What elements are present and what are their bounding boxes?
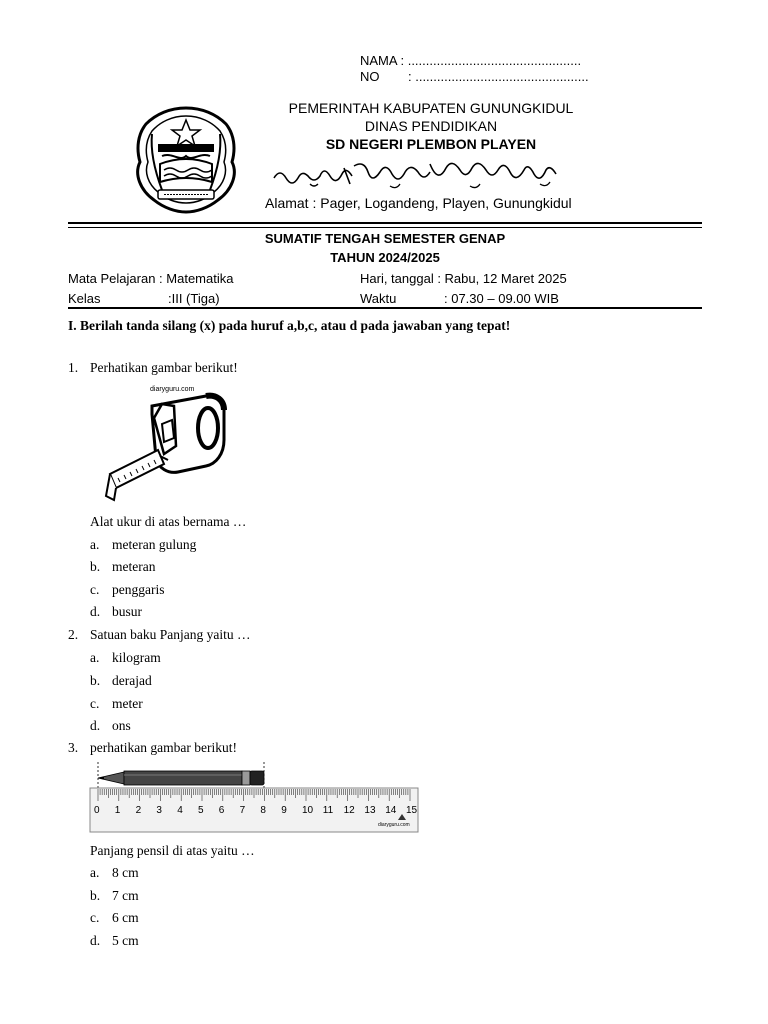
- instruction: I. Berilah tanda silang (x) pada huruf a,b,c, atau d pada jawaban yang tepat!: [68, 318, 511, 333]
- ruler-number: 14: [385, 805, 397, 816]
- q3-option-c[interactable]: [90, 910, 139, 926]
- school-address: Alamat : Pager, Logandeng, Playen, Gunungkidul: [265, 195, 572, 211]
- q3-option-d[interactable]: [90, 933, 139, 949]
- option-letter: b.: [90, 888, 101, 903]
- exam-title: SUMATIF TENGAH SEMESTER GENAP: [264, 231, 506, 246]
- q2-option-c[interactable]: [90, 696, 143, 712]
- exam-time: [360, 291, 559, 306]
- header-line2: DINAS PENDIDIKAN: [364, 118, 498, 134]
- ruler-number: 7: [239, 805, 246, 816]
- option-letter: a.: [90, 865, 100, 880]
- question-text: Satuan baku Panjang yaitu …: [90, 627, 251, 642]
- q2-option-a[interactable]: [90, 650, 161, 666]
- name-field: [360, 53, 581, 68]
- no-field: [360, 69, 589, 84]
- option-text: derajad: [112, 673, 152, 688]
- option-text: meter: [112, 696, 143, 711]
- option-text: 6 cm: [112, 910, 139, 925]
- q3-option-b[interactable]: [90, 888, 139, 904]
- option-letter: c.: [90, 582, 100, 597]
- ruler-number: 5: [198, 805, 204, 816]
- option-letter: c.: [90, 910, 100, 925]
- question-1: [68, 360, 238, 376]
- ruler-number: 9: [281, 805, 287, 816]
- ruler-number: 12: [343, 805, 355, 816]
- option-letter: b.: [90, 673, 101, 688]
- question-number: 3.: [68, 740, 79, 755]
- option-text: ons: [112, 718, 131, 733]
- ruler-number: 2: [135, 805, 142, 816]
- question-1-prompt: Alat ukur di atas bernama …: [90, 514, 247, 529]
- info-divider: [68, 307, 702, 309]
- ruler-number: 0: [94, 805, 100, 816]
- class-value: :III (Tiga): [168, 291, 220, 306]
- q2-option-d[interactable]: [90, 718, 131, 734]
- exam-class: [68, 291, 220, 306]
- option-text: 7 cm: [112, 888, 139, 903]
- q1-option-a[interactable]: [90, 537, 196, 553]
- question-2: [68, 627, 250, 643]
- ruler-number: 8: [260, 805, 266, 816]
- ruler-number: 10: [302, 805, 314, 816]
- option-text: busur: [112, 604, 142, 619]
- header-line1: PEMERINTAH KABUPATEN GUNUNGKIDUL: [288, 100, 574, 116]
- q3-option-a[interactable]: [90, 865, 139, 881]
- class-label: Kelas: [68, 291, 101, 306]
- q1-option-c[interactable]: [90, 582, 164, 598]
- ruler-number: 6: [218, 805, 225, 816]
- option-text: kilogram: [112, 650, 161, 665]
- option-letter: b.: [90, 559, 101, 574]
- option-letter: d.: [90, 604, 101, 619]
- no-dots: : ................................................: [408, 69, 589, 84]
- ruler-number: 4: [177, 805, 183, 816]
- name-label: NAMA :: [360, 53, 405, 68]
- no-label: NO: [360, 69, 380, 84]
- name-dots: ................................................: [407, 53, 582, 68]
- option-letter: a.: [90, 650, 100, 665]
- image-caption: diaryguru.com: [150, 386, 195, 393]
- question-number: 2.: [68, 627, 79, 642]
- question-3-prompt: Panjang pensil di atas yaitu …: [90, 843, 255, 858]
- header-divider-thick: [68, 222, 702, 224]
- option-text: penggaris: [112, 582, 165, 597]
- gunungkidul-seal-logo: [132, 104, 240, 214]
- ruler-caption: diaryguru.com: [378, 822, 410, 828]
- ruler-number: 11: [322, 805, 334, 816]
- pencil-ruler-image: [88, 762, 422, 834]
- time-label: Waktu: [360, 291, 397, 306]
- question-text: perhatikan gambar berikut!: [90, 740, 237, 755]
- tape-measure-image: [88, 384, 254, 506]
- javanese-script-image: [270, 158, 566, 192]
- option-letter: a.: [90, 537, 100, 552]
- ruler-number: 15: [406, 805, 418, 816]
- exam-date: Hari, tanggal : Rabu, 12 Maret 2025: [360, 271, 567, 286]
- exam-year: TAHUN 2024/2025: [330, 250, 440, 265]
- option-text: meteran gulung: [112, 537, 197, 552]
- q1-option-d[interactable]: [90, 604, 142, 620]
- question-text: Perhatikan gambar berikut!: [90, 360, 238, 375]
- school-name: SD NEGERI PLEMBON PLAYEN: [325, 136, 537, 152]
- q1-option-b[interactable]: [90, 559, 155, 575]
- header-divider-thin: [68, 227, 702, 228]
- option-text: 8 cm: [112, 865, 139, 880]
- question-number: 1.: [68, 360, 79, 375]
- ruler-number: 1: [114, 805, 121, 816]
- option-letter: d.: [90, 933, 101, 948]
- ruler-number: 13: [364, 805, 376, 816]
- time-value: : 07.30 – 09.00 WIB: [444, 291, 559, 306]
- q2-option-b[interactable]: [90, 673, 152, 689]
- exam-subject: Mata Pelajaran : Matematika: [68, 271, 234, 286]
- question-3: [68, 740, 237, 756]
- option-letter: c.: [90, 696, 100, 711]
- option-text: 5 cm: [112, 933, 139, 948]
- option-letter: d.: [90, 718, 101, 733]
- ruler-number: 3: [156, 805, 162, 816]
- option-text: meteran: [112, 559, 156, 574]
